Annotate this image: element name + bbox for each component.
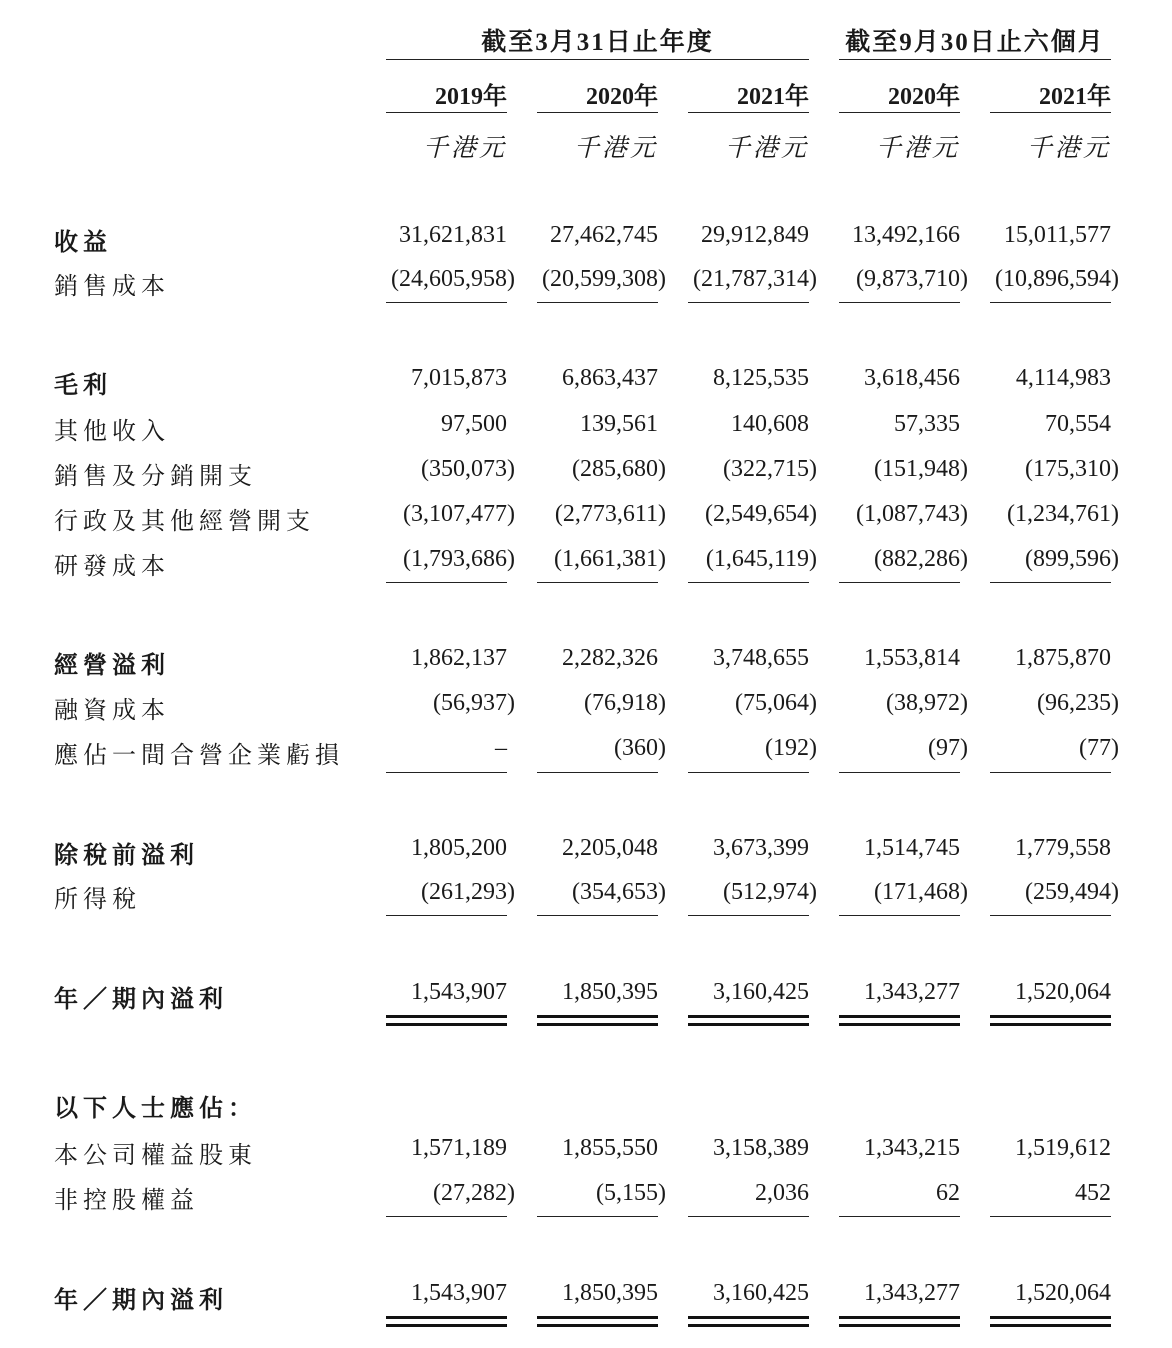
table-cell-value: 1,779,558 [1015,835,1111,861]
total-double-rule [990,1316,1111,1327]
table-cell-value: 3,673,399 [713,835,809,861]
table-cell-value: 13,492,166 [852,222,960,248]
total-double-rule [839,1316,960,1327]
subtotal-rule [839,1216,960,1217]
total-double-rule [537,1015,658,1026]
table-cell-value: 29,912,849 [701,222,809,248]
total-double-rule [386,1015,507,1026]
table-cell-value: 1,514,745 [864,835,960,861]
table-cell-value: (2,773,611) [554,501,666,527]
table-cell-value: (1,793,686) [403,546,515,572]
table-cell-value: (96,235) [1037,690,1119,716]
table-cell-value: 1,553,814 [864,645,960,671]
table-cell-value: 139,561 [580,411,658,437]
column-group-title: 截至3月31日止年度 [481,29,714,56]
row-label: 銷售及分銷開支 [54,464,257,490]
table-cell-value: (20,599,308) [542,266,666,292]
subtotal-rule [839,302,960,303]
year-underline [386,112,507,113]
table-cell-value: (97) [928,735,968,761]
subtotal-rule [537,302,658,303]
table-cell-value: 27,462,745 [550,222,658,248]
column-year-header: 2019年 [435,84,507,110]
table-cell-value: (259,494) [1025,879,1119,905]
table-cell-value: (322,715) [723,456,817,482]
row-label: 以下人士應佔： [54,1096,257,1122]
table-cell-value: 2,036 [755,1180,809,1206]
table-cell-value: 3,748,655 [713,645,809,671]
subtotal-rule [688,1216,809,1217]
group-underline [386,59,809,60]
table-cell-value: 6,863,437 [562,365,658,391]
row-label: 非控股權益 [54,1188,199,1214]
table-cell-value: 1,855,550 [562,1135,658,1161]
row-label: 年／期內溢利 [54,987,228,1013]
subtotal-rule [990,302,1111,303]
table-cell-value: 3,618,456 [864,365,960,391]
year-underline [537,112,658,113]
column-unit-label: 千港元 [573,135,658,162]
table-cell-value: 452 [1075,1180,1111,1206]
table-cell-value: (192) [765,735,817,761]
table-cell-value: (3,107,477) [403,501,515,527]
subtotal-rule [688,582,809,583]
table-cell-value: (9,873,710) [856,266,968,292]
table-cell-value: 1,520,064 [1015,1280,1111,1306]
table-cell-value: (2,549,654) [705,501,817,527]
row-label: 除稅前溢利 [54,843,199,869]
column-unit-label: 千港元 [875,135,960,162]
subtotal-rule [537,772,658,773]
subtotal-rule [990,772,1111,773]
table-cell-value: 7,015,873 [411,365,507,391]
table-cell-value: (24,605,958) [391,266,515,292]
table-cell-value: 1,862,137 [411,645,507,671]
table-cell-value: (171,468) [874,879,968,905]
subtotal-rule [386,1216,507,1217]
column-unit-label: 千港元 [724,135,809,162]
year-underline [688,112,809,113]
table-cell-value: 15,011,577 [1003,222,1111,248]
row-label: 應佔一間合營企業虧損 [54,743,344,769]
row-label: 年／期內溢利 [54,1288,228,1314]
row-label: 所得稅 [54,887,141,913]
table-cell-value: 1,343,277 [864,979,960,1005]
table-cell-value: 1,543,907 [411,979,507,1005]
total-double-rule [688,1015,809,1026]
total-double-rule [688,1316,809,1327]
row-label: 本公司權益股東 [54,1143,257,1169]
table-cell-value: 8,125,535 [713,365,809,391]
table-cell-value: – [495,735,507,761]
table-cell-value: (77) [1079,735,1119,761]
table-cell-value: (1,645,119) [705,546,817,572]
subtotal-rule [688,915,809,916]
table-cell-value: 2,282,326 [562,645,658,671]
table-cell-value: (1,087,743) [856,501,968,527]
total-double-rule [386,1316,507,1327]
subtotal-rule [839,915,960,916]
table-cell-value: 1,850,395 [562,979,658,1005]
table-cell-value: 1,571,189 [411,1135,507,1161]
table-cell-value: (38,972) [886,690,968,716]
table-cell-value: (285,680) [572,456,666,482]
group-underline [839,59,1111,60]
subtotal-rule [839,772,960,773]
row-label: 銷售成本 [54,274,170,300]
row-label: 融資成本 [54,698,170,724]
table-cell-value: 3,160,425 [713,1280,809,1306]
row-label: 經營溢利 [54,653,170,679]
table-cell-value: 62 [936,1180,960,1206]
subtotal-rule [537,582,658,583]
subtotal-rule [386,772,507,773]
table-cell-value: (354,653) [572,879,666,905]
table-cell-value: (75,064) [735,690,817,716]
row-label: 其他收入 [54,419,170,445]
table-cell-value: 97,500 [441,411,507,437]
subtotal-rule [386,302,507,303]
table-cell-value: 1,343,277 [864,1280,960,1306]
column-year-header: 2020年 [888,84,960,110]
table-cell-value: 1,850,395 [562,1280,658,1306]
table-cell-value: (360) [614,735,666,761]
table-cell-value: 57,335 [894,411,960,437]
table-cell-value: (1,234,761) [1007,501,1119,527]
table-cell-value: (882,286) [874,546,968,572]
column-year-header: 2021年 [1039,84,1111,110]
table-cell-value: (10,896,594) [995,266,1119,292]
table-cell-value: 1,520,064 [1015,979,1111,1005]
table-cell-value: (56,937) [433,690,515,716]
table-cell-value: (175,310) [1025,456,1119,482]
table-cell-value: 1,543,907 [411,1280,507,1306]
subtotal-rule [386,915,507,916]
row-label: 毛利 [54,373,112,399]
column-unit-label: 千港元 [422,135,507,162]
year-underline [990,112,1111,113]
column-year-header: 2021年 [737,84,809,110]
table-cell-value: 1,805,200 [411,835,507,861]
table-cell-value: (5,155) [596,1180,666,1206]
subtotal-rule [990,915,1111,916]
table-cell-value: (512,974) [723,879,817,905]
table-cell-value: 3,160,425 [713,979,809,1005]
subtotal-rule [537,915,658,916]
subtotal-rule [537,1216,658,1217]
table-cell-value: (350,073) [421,456,515,482]
table-cell-value: 1,343,215 [864,1135,960,1161]
table-cell-value: 70,554 [1045,411,1111,437]
table-cell-value: (76,918) [584,690,666,716]
total-double-rule [990,1015,1111,1026]
column-group-title: 截至9月30日止六個月 [845,29,1105,56]
table-cell-value: (27,282) [433,1180,515,1206]
table-cell-value: 31,621,831 [399,222,507,248]
table-cell-value: (899,596) [1025,546,1119,572]
total-double-rule [839,1015,960,1026]
table-cell-value: 1,519,612 [1015,1135,1111,1161]
subtotal-rule [990,582,1111,583]
table-cell-value: (151,948) [874,456,968,482]
table-cell-value: (261,293) [421,879,515,905]
table-cell-value: 4,114,983 [1015,365,1111,391]
table-cell-value: 3,158,389 [713,1135,809,1161]
column-year-header: 2020年 [586,84,658,110]
subtotal-rule [839,582,960,583]
table-cell-value: 1,875,870 [1015,645,1111,671]
year-underline [839,112,960,113]
table-cell-value: 140,608 [731,411,809,437]
table-cell-value: 2,205,048 [562,835,658,861]
subtotal-rule [990,1216,1111,1217]
row-label: 收益 [54,230,112,256]
table-cell-value: (1,661,381) [554,546,666,572]
subtotal-rule [386,582,507,583]
total-double-rule [537,1316,658,1327]
row-label: 研發成本 [54,554,170,580]
table-cell-value: (21,787,314) [693,266,817,292]
subtotal-rule [688,302,809,303]
row-label: 行政及其他經營開支 [54,509,315,535]
column-unit-label: 千港元 [1026,135,1111,162]
subtotal-rule [688,772,809,773]
